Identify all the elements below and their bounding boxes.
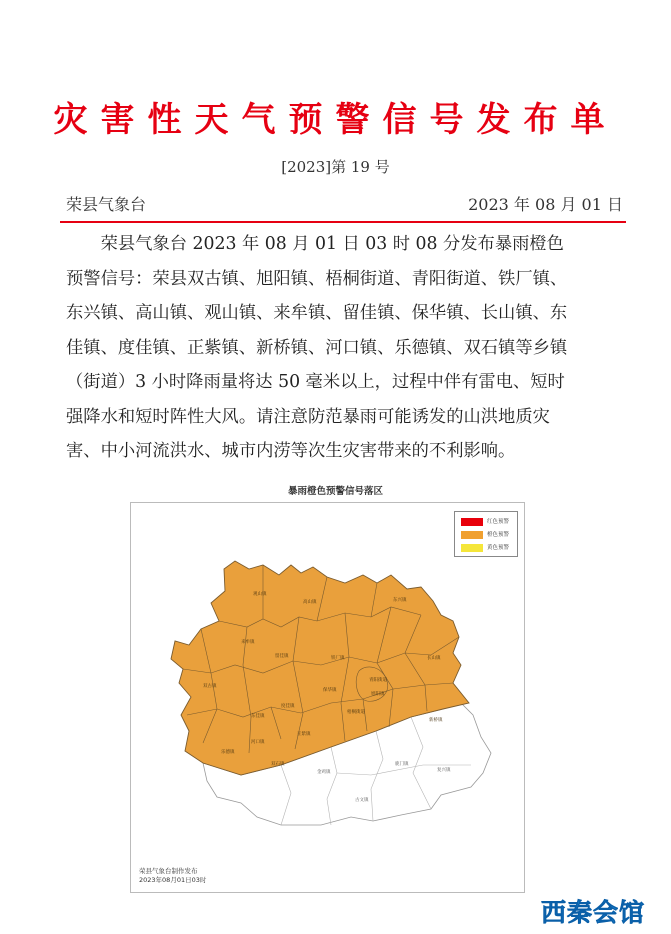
- legend-swatch-red: [461, 518, 483, 526]
- map-credit: [139, 867, 206, 885]
- legend-label-red: 红色预警: [487, 519, 510, 525]
- red-divider: [60, 221, 626, 223]
- town-label-guanshan: 观山镇: [253, 592, 267, 597]
- town-label-dujia: 度佳镇: [281, 704, 295, 709]
- site-watermark: 西秦会馆: [541, 898, 646, 927]
- legend-item-yellow: [461, 543, 521, 553]
- town-label-baohua: 保华镇: [323, 688, 337, 693]
- town-label-xuyang: 旭阳镇: [371, 692, 385, 697]
- town-label-dongjia: 东佳镇: [251, 714, 265, 719]
- map-credit-line1: 荣县气象台制作发布: [139, 867, 198, 875]
- town-label-outside-4: 复兴镇: [437, 768, 451, 773]
- town-label-tiechang: 铁厂镇: [331, 656, 345, 661]
- issuer-name: 荣县气象台: [66, 195, 147, 214]
- warning-map: [130, 502, 525, 893]
- map-caption: 暴雨橙色预警信号落区: [287, 486, 383, 497]
- town-label-liujia: 留佳镇: [275, 654, 289, 659]
- document-number: [2023]第 19 号: [281, 158, 390, 176]
- town-label-zhengzi: 正紫镇: [297, 732, 311, 737]
- map-credit-line2: 2023年08月01日03时: [139, 876, 207, 884]
- map-legend: [454, 511, 518, 557]
- legend-swatch-yellow: [461, 544, 483, 552]
- town-label-shuangshi: 双石镇: [271, 762, 285, 767]
- town-label-outside-2: 鹿门镇: [395, 762, 409, 767]
- legend-label-orange: 橙色预警: [487, 532, 510, 538]
- town-label-hekou: 河口镇: [251, 740, 265, 745]
- legend-item-red: [461, 517, 521, 527]
- document-title: 灾害性天气预警信号发布单: [53, 100, 618, 140]
- legend-label-yellow: 黄色预警: [487, 545, 510, 551]
- town-label-changshan: 长山镇: [427, 656, 441, 661]
- town-label-gaoshan: 高山镇: [303, 600, 317, 605]
- county-map-svg: [131, 503, 524, 892]
- legend-item-orange: [461, 530, 521, 540]
- town-label-lede: 乐德镇: [221, 750, 235, 755]
- legend-swatch-orange: [461, 531, 483, 539]
- town-label-outside-3: 古文镇: [355, 798, 369, 803]
- issue-date: 2023 年 08 月 01 日: [468, 195, 623, 214]
- town-label-qingyang: 青阳街道: [369, 678, 387, 683]
- warning-body-text: 荣县气象台 2023 年 08 月 01 日 03 时 08 分发布暴雨橙色预警信号：荣县双古镇、旭阳镇、梧桐街道、青阳街道、铁厂镇、东兴镇、高山镇、观山镇、来牟镇、留佳镇、保华镇、长山镇、东佳镇、度佳镇、正紫镇、新桥镇、河口镇、乐德镇、双石镇等乡镇（街道）3 小时降雨量将达 50 毫米以上，过程中伴有雷电、短时强降水和短时阵性大风。请注意防范暴雨可能诱发的山洪地质灾害、中小河流洪水、城市内涝等次生灾害带来的不利影响。: [66, 234, 568, 461]
- town-label-outside-1: 金鸡镇: [317, 770, 331, 775]
- town-label-wutong: 梧桐街道: [347, 710, 365, 715]
- town-label-dongxing: 东兴镇: [393, 598, 407, 603]
- town-label-laimou: 来牟镇: [241, 640, 255, 645]
- town-label-xinqiao: 新桥镇: [429, 718, 443, 723]
- town-label-shuanggu: 双古镇: [203, 684, 217, 689]
